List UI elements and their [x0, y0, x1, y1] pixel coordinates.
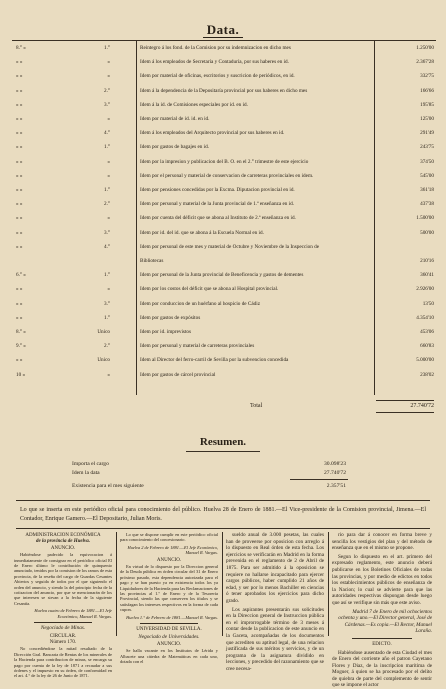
article-cell: 3.°	[84, 229, 110, 237]
amount-cell: 238'02	[376, 371, 434, 379]
chapter-cell: » »	[16, 172, 56, 180]
column-separator	[140, 623, 198, 624]
description-cell: Idem por la impresion y publicacion del B. O. en el 2.° trimestre de este ejercicio	[140, 158, 372, 166]
description-cell: Idem por conduccion de un huérfano al hospicio de Cádiz	[140, 300, 372, 308]
table-row	[0, 243, 446, 251]
table-row	[0, 371, 446, 379]
total-label: Total	[250, 403, 262, 409]
chapter-cell: » »	[16, 229, 56, 237]
table-row	[0, 271, 446, 279]
column-1	[14, 532, 112, 636]
column-divider	[222, 532, 223, 636]
column-paragraph: sueldo anual de 3.000 pesetas, las cuales han de proveerse por oposicion con arreglo á lo dispuesto en Real órden de esta fecha. Los ejercicios se verificarán en Madrid en la forma prevenida en el reglamento de 2 de Abril de 1875. Para ser admitido á la oposicion se requiere no hallarse incapacitado para ejercer cargos públicos, haber cumplido 21 años de edad, y ser por lo menos Bachiller en ciencias ó tener aprobados los ejercicios para dicho grado.	[226, 532, 324, 605]
column-heading: UNIVERSIDAD DE SEVILLA.	[120, 627, 218, 632]
amount-cell: 660'83	[376, 342, 434, 350]
column-heading: ADMINISTRACION ECONÓMICA	[14, 533, 112, 538]
chapter-cell: 10 »	[16, 371, 56, 379]
table-row	[0, 342, 446, 350]
table-row	[0, 229, 446, 237]
total-value: 27.740'72	[376, 403, 434, 409]
column-signature: Madrid 7 de Enero de mil ochocientos ochenta y uno.—El Director general, José de Cárdenas.—Es copia.—El Rector, Manuel Laraña.	[332, 609, 432, 635]
chapter-cell: 8.° »	[16, 328, 56, 336]
amount-cell: 4.354'10	[376, 314, 434, 322]
chapter-cell: » »	[16, 115, 56, 123]
summary-sum-rule	[290, 479, 348, 480]
article-cell: »	[84, 72, 110, 80]
article-cell: 2.°	[84, 200, 110, 208]
chapter-cell: » »	[16, 143, 56, 151]
description-cell: Idem por material de id. id. en id.	[140, 115, 372, 123]
section-rule	[16, 500, 430, 501]
article-cell: 3.°	[84, 101, 110, 109]
chapter-cell: » »	[16, 101, 56, 109]
chapter-cell: » »	[16, 214, 56, 222]
summary-label: Importa el cargo	[72, 460, 109, 468]
amount-cell: 2.367'28	[376, 58, 434, 66]
article-cell: Unico	[84, 328, 110, 336]
article-cell: »	[84, 115, 110, 123]
column-separator	[34, 622, 92, 623]
description-cell: Idem á la dependencia de la Depositaría provincial por sus haberes en dicho mes	[140, 87, 372, 95]
amount-cell: 360'41	[376, 271, 434, 279]
column-2	[120, 532, 218, 636]
description-cell: Idem á la id. de Comisiones especiales por id. en id.	[140, 101, 372, 109]
amount-cell: 332'75	[376, 72, 434, 80]
description-cell: Idem á los empleados de Secretaría y Contaduría, por sus haberes en id.	[140, 58, 372, 66]
description-cell: Idem á los empleados del Arquitecto provincial por sus haberes en id.	[140, 129, 372, 137]
amount-cell: 243'75	[376, 143, 434, 151]
column-signature: Huelva 2 de Febrero de 1881.—El Jefe Económico, Manuel R. Vargas.	[120, 545, 218, 556]
column-signature: Huelva 1.° de Febrero de 1881.—Manuel R. Vargas.	[120, 615, 218, 620]
amount-cell: 361'18	[376, 186, 434, 194]
table-row	[0, 328, 446, 336]
column-3	[226, 532, 324, 636]
article-cell: »	[84, 172, 110, 180]
table-row	[0, 87, 446, 95]
chapter-cell: » »	[16, 200, 56, 208]
column-paragraph: Segun lo dispuesto en el art. primero del expresado reglamento, este anuncio deberá publicarse en los Boletines Oficiales de todas las provincias, y por medio de edictos en todos los establecimientos públicos de enseñanza de la Nacion; lo cual se advierte para que las autoridades respectivas dispongan desde luego que así se verifique sin más que este aviso.	[332, 554, 432, 607]
section-rule	[16, 528, 430, 529]
summary-value: 27.740'72	[286, 469, 346, 477]
chapter-cell: » »	[16, 87, 56, 95]
chapter-cell: 6.° »	[16, 271, 56, 279]
column-4	[332, 532, 432, 636]
table-row	[0, 101, 446, 109]
chapter-cell: » »	[16, 186, 56, 194]
column-heading: ANUNCIO.	[120, 558, 218, 563]
table-row	[0, 356, 446, 364]
table-row	[0, 143, 446, 151]
amount-cell: 195'85	[376, 101, 434, 109]
column-paragraph: Los aspirantes presentarán sus solicitudes en la Direccion general de Instruccion pública en el improrrogable término de 3 meses á contar desde la publicacion de este anuncio en la Gaceta, acompañadas de los documentos que acrediten su aptitud legal, de una relacion justificada de sus méritos y servicios, y de un programa de la asignatura dividido en lecciones, y precedido del razonamiento que se cree necesa-	[226, 607, 324, 673]
column-heading: Número 170.	[14, 640, 112, 645]
summary-title: Resumen.	[0, 436, 446, 448]
article-cell: 4.°	[84, 129, 110, 137]
description-cell: Idem por personal de este mes y material de Octubre y Noviembre de la Inspeccion de	[140, 243, 372, 251]
column-signature: Huelva cuatro de Febrero de 1881.—El Jefe Económico, Manuel R. Vargas.	[14, 608, 112, 619]
total-bottom-rule	[376, 412, 434, 413]
summary-label: Existencia para el mes siguiente	[72, 482, 144, 490]
description-cell: Idem al Director del ferro-carril de Sevilla por la subvencion concedida	[140, 356, 372, 364]
article-cell: »	[84, 285, 110, 293]
column-heading: Negociado de Universidades.	[120, 635, 218, 640]
table-row	[0, 158, 446, 166]
amount-cell: 2.926'00	[376, 285, 434, 293]
column-heading: CIRCULAR.	[14, 634, 112, 639]
article-cell: »	[84, 371, 110, 379]
table-row	[0, 115, 446, 123]
table-row	[0, 186, 446, 194]
amount-cell: 545'00	[376, 172, 434, 180]
description-cell: Idem por gastos de bagajes en id.	[140, 143, 372, 151]
article-cell: 1.°	[84, 186, 110, 194]
article-cell: 1.°	[84, 271, 110, 279]
table-row	[0, 58, 446, 66]
article-cell: Unico	[84, 356, 110, 364]
column-paragraph: No concediéndose la mitad resultado de la Dirección Gral. Bancaria de Rentas de los minerales de la Hacienda para contribucion de minas, se encarga su pago por cuenta de la ley de 1871 a recaudar a sus órdenes y el impuesto en su órden, de conformidad en el art. 4.° de la ley de 26 de Junio de 1871.	[14, 646, 112, 678]
column-heading: Negociado de Minas.	[14, 626, 112, 631]
column-heading: ANUNCIO.	[14, 546, 112, 551]
amount-cell: 453'06	[376, 328, 434, 336]
table-row	[0, 257, 446, 265]
column-paragraph: En virtud de lo dispuesto por la Direccion general de la Deuda pública en órden circular del 31 de Enero próximo pasado, esta dependencia autorizada para el pago y se han puesto ya en existencia todos los ya Liquidadores de la Hacienda para las Reclamaciones de las provincias al 1.º de Enero y de la Tesorería Provincial, siendo las que conserven los títulos y se satisfagan los intereses respectivos en la forma de cada cupon.	[120, 564, 218, 613]
amount-cell: 1.500'00	[376, 214, 434, 222]
amount-cell: 500'00	[376, 229, 434, 237]
amount-cell: 374'50	[376, 158, 434, 166]
article-cell: 4.°	[84, 243, 110, 251]
table-row	[0, 300, 446, 308]
article-cell: 2.°	[84, 87, 110, 95]
column-heading: ANUNCIO.	[120, 642, 218, 647]
data-section-title: Data.	[0, 22, 446, 38]
summary-value: 2.357'51	[286, 482, 346, 490]
table-top-rule	[12, 40, 436, 41]
description-cell: Idem por material de oficinas, escritorios y suscricion de periódicos, en id.	[140, 72, 372, 80]
description-cell: Idem por personal y material de la Junta provincial de 1.ª enseñanza en id.	[140, 200, 372, 208]
chapter-cell: 9.° »	[16, 342, 56, 350]
table-row	[0, 129, 446, 137]
article-cell: 1.°	[84, 143, 110, 151]
table-row	[0, 172, 446, 180]
chapter-cell: » »	[16, 314, 56, 322]
description-cell: Idem por personal de la Junta provincial de Beneficencia y gastos de dementes	[140, 271, 372, 279]
column-divider	[116, 532, 117, 636]
description-cell: Idem por los costos del déficit que se abona al Hospital provincial.	[140, 285, 372, 293]
column-paragraph: Lo que se dispone cumplir en este periódico oficial para conocimiento del concesionario.	[120, 532, 218, 543]
table-row	[0, 314, 446, 322]
chapter-cell: » »	[16, 356, 56, 364]
article-cell: »	[84, 214, 110, 222]
column-separator	[352, 638, 412, 639]
article-cell: »	[84, 58, 110, 66]
description-cell: Idem por gastos de expósitos	[140, 314, 372, 322]
article-cell: 1.°	[84, 314, 110, 322]
amount-cell: 5.000'00	[376, 356, 434, 364]
article-cell: 1.°	[84, 44, 110, 52]
column-heading: EDICTO.	[332, 642, 432, 649]
amount-cell: 125'00	[376, 115, 434, 123]
table-row	[0, 200, 446, 208]
summary-rule	[186, 451, 260, 452]
table-row	[0, 214, 446, 222]
chapter-cell: » »	[16, 300, 56, 308]
chapter-cell: » »	[16, 129, 56, 137]
amount-cell: 1.250'00	[376, 44, 434, 52]
description-cell: Idem por el personal y material de conservacion de carreteras provinciales en idem.	[140, 172, 372, 180]
column-paragraph: Habiéndose ausentado de esta Ciudad el mes de Enero del corriente año el patron Cayetano Flores y Diaz, de la inscripcion marítima de Moguer, á quien se ha procesado por el delito de quiebra de parte del complemento de sentir que se impone el actor	[332, 650, 432, 689]
amount-cell: 291'49	[376, 129, 434, 137]
description-cell: Idem por pensiones concedidas por la Excma. Diputacion provincial en id.	[140, 186, 372, 194]
column-paragraph: Se halla vacante en los Institutos de Lérida y Albacete una cátedra de Matemáticas en cada uno, dotada con el	[120, 648, 218, 664]
description-cell: Idem por gastos de cárcel provincial	[140, 371, 372, 379]
summary-label: Idem la data	[72, 469, 100, 477]
table-row	[0, 285, 446, 293]
amount-cell: 166'66	[376, 87, 434, 95]
chapter-cell: » »	[16, 243, 56, 251]
article-cell: »	[84, 158, 110, 166]
column-paragraph: Habiéndose padecido la equivocacion á inmediatamente de consignar en el periódico oficial El de Enero último le contribución de quinquenio anunciado, tenidos por la comision de los ramos de esta provincia, de la reseña del cargo de Guardas Cesantes Abiertos y seguida de todos por el que siguiendo el orden del anuncio, y siendo la del principio fecha de la cotizacion del anuncio, por que se mencionarán de los que interesen se sirvan a la fecha de la siguiente Cesantía.	[14, 552, 112, 606]
chapter-cell: 8.° »	[16, 44, 56, 52]
description-cell: Bibliotecas	[140, 257, 372, 265]
amount-cell: 437'38	[376, 200, 434, 208]
table-row	[0, 44, 446, 52]
amount-cell: 13'50	[376, 300, 434, 308]
article-cell: 3.°	[84, 300, 110, 308]
chapter-cell: » »	[16, 285, 56, 293]
article-cell: 2.°	[84, 342, 110, 350]
description-cell: Reintegro á los fond. de la Comision por su indemnizacion en dicho mes	[140, 44, 372, 52]
description-cell: Idem por personal y material de carreteras provinciales	[140, 342, 372, 350]
chapter-cell: » »	[16, 158, 56, 166]
description-cell: Idem por cuenta del déficit que se abona al Instituto de 2.ª enseñanza en id.	[140, 214, 372, 222]
total-rule	[376, 400, 434, 401]
chapter-cell: » »	[16, 58, 56, 66]
publication-note: Lo que se inserta en este periódico oficial para conocimiento del público. Huelva 28 de Enero de 1881.—El Vice-presidente de la Comision provincial, Jimena.—El Contador, Enrique Gamero.—El Depositario, Julian Moris.	[20, 506, 426, 524]
chapter-cell: » »	[16, 72, 56, 80]
column-heading: de la provincia de Huelva.	[14, 539, 112, 544]
description-cell: Idem por id. del id. que se abona á la Escuela Normal en id.	[140, 229, 372, 237]
summary-value: 30.098'23	[286, 460, 346, 468]
description-cell: Idem por id. imprevistos	[140, 328, 372, 336]
table-row	[0, 72, 446, 80]
amount-cell: 210'16	[376, 257, 434, 265]
column-paragraph: rio para dar á conocer en forma breve y sencilla los vestigios del plan y del método de enseñanza que en el mismo se propone.	[332, 532, 432, 552]
column-divider	[328, 532, 329, 636]
